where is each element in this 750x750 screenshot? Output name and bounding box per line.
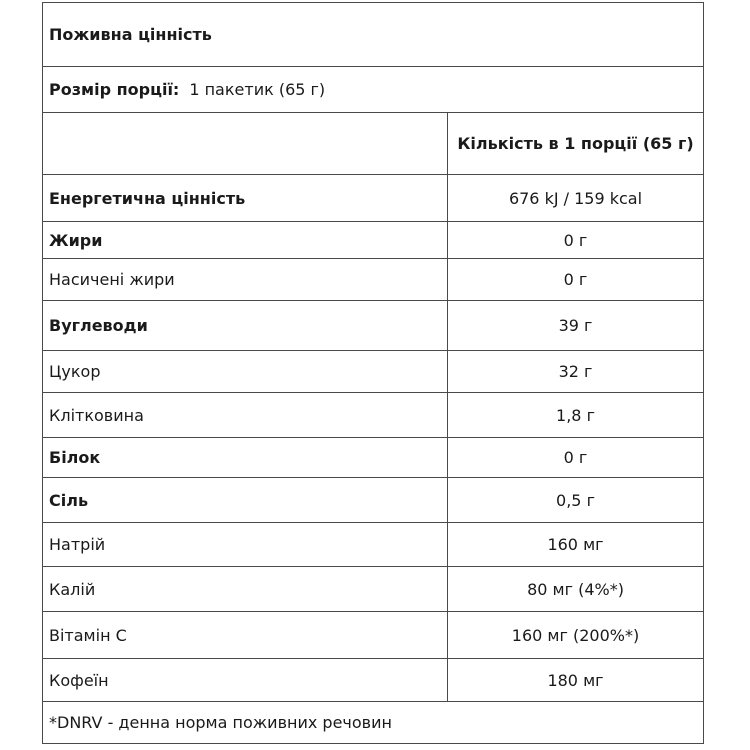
- table-row: [43, 393, 703, 438]
- serving-label: Розмір порції:: [49, 80, 180, 99]
- header-left-cell: [43, 113, 448, 174]
- nutrient-amount: 160 мг (200%*): [511, 625, 640, 645]
- nutrient-name: Вуглеводи: [43, 301, 448, 350]
- table-row: [43, 523, 703, 567]
- table-row: [43, 351, 703, 393]
- nutrient-name: Білок: [43, 438, 448, 477]
- nutrient-amount: 32 г: [558, 362, 593, 381]
- nutrient-amount: 0,5 г: [556, 490, 595, 510]
- serving-row: [43, 67, 703, 113]
- table-row: [43, 301, 703, 351]
- nutrient-name: Цукор: [43, 351, 448, 392]
- nutrient-name: Клітковина: [43, 393, 448, 437]
- table-row: [43, 659, 703, 702]
- nutrient-name: Кофеїн: [43, 659, 448, 701]
- nutrient-name: Калій: [43, 567, 448, 611]
- serving-value: 1 пакетик (65 г): [189, 80, 326, 99]
- header-amount-per-serving: Кількість в 1 порції (65 г): [457, 134, 694, 153]
- table-row: [43, 612, 703, 659]
- table-row: [43, 175, 703, 222]
- nutrient-amount: 0 г: [563, 230, 588, 250]
- nutrient-name: Жири: [43, 222, 448, 258]
- nutrient-name: Натрій: [43, 523, 448, 566]
- nutrient-amount: 39 г: [558, 316, 593, 335]
- nutrient-name: Сіль: [43, 478, 448, 522]
- table-row: [43, 222, 703, 259]
- nutrient-name: Енергетична цінність: [43, 175, 448, 221]
- nutrient-amount: 180 мг: [547, 670, 604, 690]
- table-row: [43, 259, 703, 301]
- serving-size: [43, 67, 703, 112]
- nutrient-name: Насичені жири: [43, 259, 448, 300]
- nutrient-amount: 0 г: [563, 270, 588, 289]
- table-row: [43, 438, 703, 478]
- nutrient-amount: 0 г: [563, 448, 588, 467]
- nutrition-table: [42, 2, 704, 744]
- nutrient-amount: 1,8 г: [556, 405, 595, 425]
- nutrient-amount: 80 мг (4%*): [527, 579, 624, 599]
- table-row: [43, 567, 703, 612]
- nutrient-name: Вітамін С: [43, 612, 448, 658]
- table-row: [43, 478, 703, 523]
- title-row: [43, 3, 703, 67]
- nutrient-amount: 676 kJ / 159 kcal: [508, 188, 643, 208]
- nutrient-amount: 160 мг: [547, 535, 604, 554]
- footnote: *DNRV - денна норма поживних речовин: [49, 713, 392, 732]
- table-title: Поживна цінність: [49, 25, 212, 44]
- footnote-row: [43, 702, 703, 743]
- header-row: [43, 113, 703, 175]
